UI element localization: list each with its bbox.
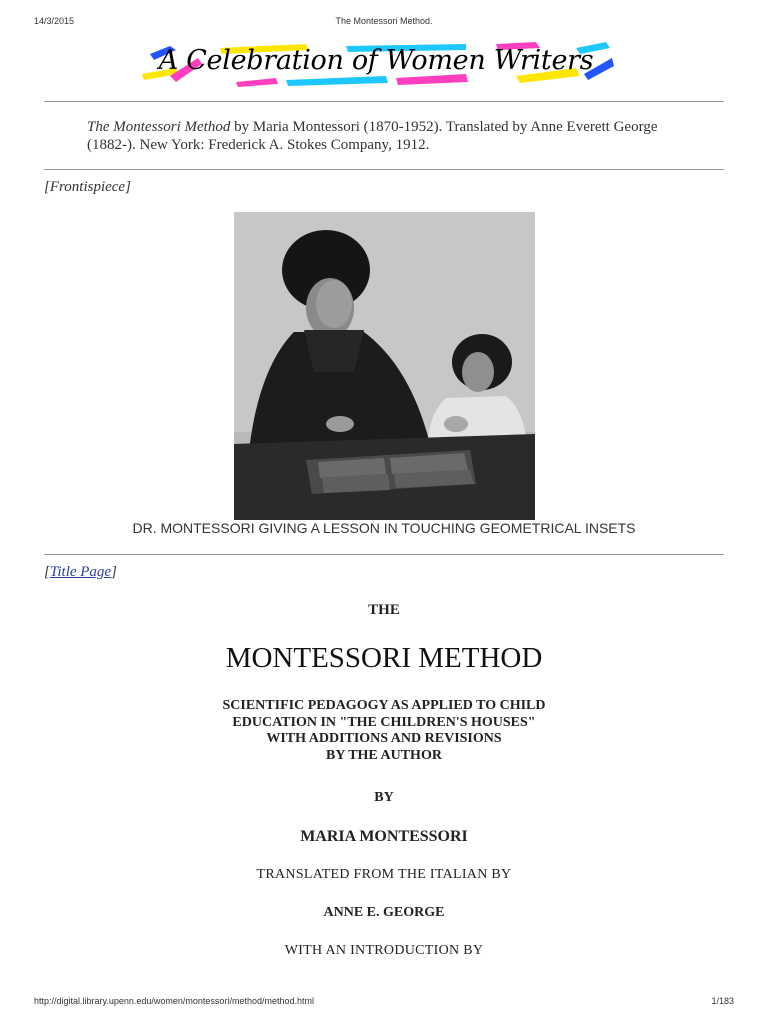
citation [87,118,667,154]
subtitle-line: BY THE AUTHOR [326,747,442,763]
source-url: http://digital.library.upenn.edu/women/montessori/method/method.html [34,996,314,1006]
divider [44,554,724,555]
frontispiece-label: [Frontispiece] [44,179,131,195]
title-the: THE [368,602,400,618]
print-page-title: The Montessori Method. [335,16,433,26]
by-label: BY [374,790,394,805]
subtitle-line: EDUCATION IN "THE CHILDREN'S HOUSES" [232,714,536,730]
translated-from-label: TRANSLATED FROM THE ITALIAN BY [256,867,512,882]
main-title: MONTESSORI METHOD [225,642,543,674]
site-banner[interactable] [136,38,616,90]
divider [44,169,724,170]
citation-details: by Maria Montessori (1870-1952). Translated by Anne Everett George (1882-). New York: Frederick A. Stokes Company, 1912. [87,119,658,153]
title-page-link[interactable]: Title Page [49,564,112,580]
photo-caption: DR. MONTESSORI GIVING A LESSON IN TOUCHING GEOMETRICAL INSETS [132,520,636,536]
bracket-open: [ [44,564,50,580]
divider [44,101,724,102]
citation-book-title: The Montessori Method [87,119,231,135]
translator-name: ANNE E. GEORGE [323,905,445,920]
title-page-nav [44,564,117,581]
subtitle-line: WITH ADDITIONS AND REVISIONS [266,731,502,746]
print-date: 14/3/2015 [34,16,75,26]
page-count: 1/183 [711,996,734,1006]
subtitle [0,698,768,764]
banner-title: A Celebration of Women Writers [158,45,594,76]
subtitle-line: SCIENTIFIC PEDAGOGY AS APPLIED TO CHILD [222,698,546,713]
author-name: MARIA MONTESSORI [300,828,468,845]
bracket-close: ] [111,564,117,580]
introduction-label: WITH AN INTRODUCTION BY [284,943,484,958]
frontispiece-photo [234,212,535,520]
